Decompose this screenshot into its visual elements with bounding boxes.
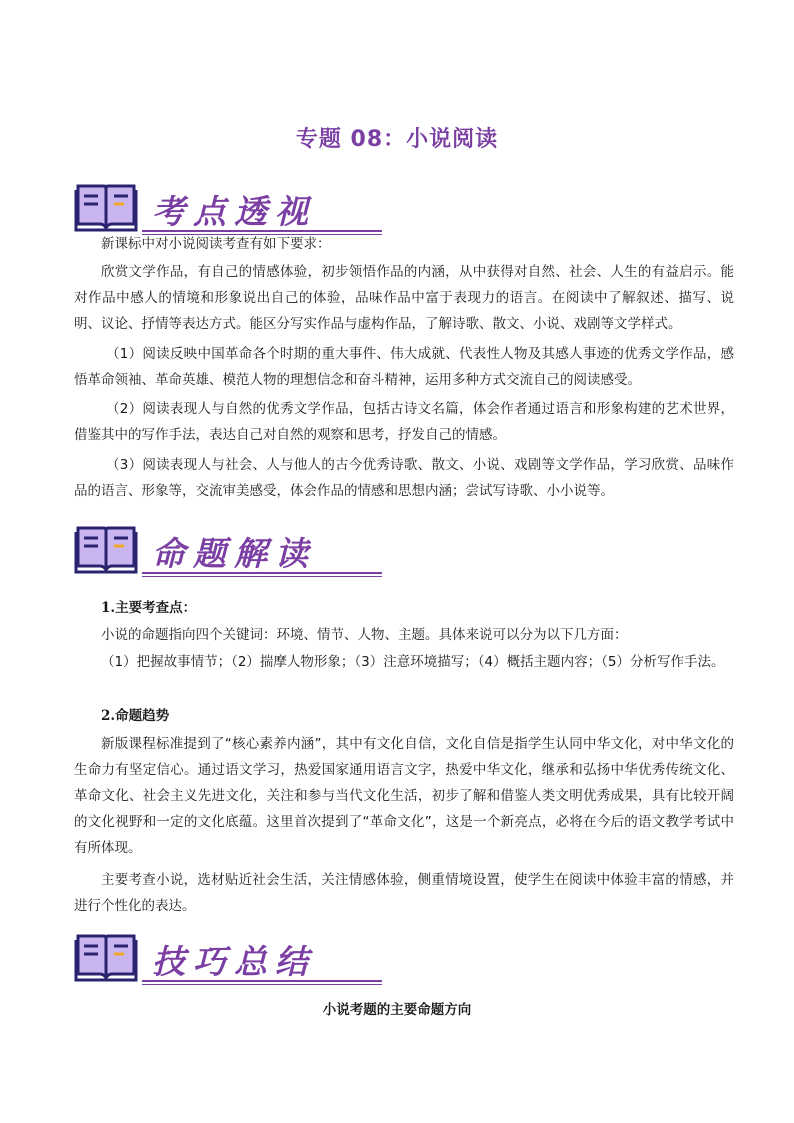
section-header-mingti [74, 522, 334, 582]
section-underline [142, 980, 382, 982]
section-underline [142, 572, 382, 574]
page-title: 专题 08：小说阅读 [295, 127, 499, 152]
mingti-paragraph: 小说的命题指向四个关键词：环境、情节、人物、主题。具体来说可以分为以下几方面： [101, 627, 628, 643]
kaodian-paragraph: （2）阅读表现人与自然的优秀文学作品，包括古诗文名篇，体会作者通过语言和形象构建的艺术世界，借鉴其中的写作手法，表达自己对自然的观察和思考，抒发自己的情感。 [74, 401, 734, 443]
kaodian-paragraph: （1）阅读反映中国革命各个时期的重大事件、伟大成就、代表性人物及其感人事迹的优秀文学作品，感悟革命领袖、革命英雄、模范人物的理想信念和奋斗精神，运用多种方式交流自己的阅读感受。 [74, 346, 734, 388]
book-icon [74, 522, 138, 574]
mingti-paragraph: 主要考查小说，选材贴近社会生活，关注情感体验，侧重情境设置，使学生在阅读中体验丰富的情感，并进行个性化的表达。 [74, 872, 734, 914]
book-icon [74, 930, 138, 982]
section-header-jiqiao [74, 930, 334, 990]
section-title: 考点透视 [152, 192, 316, 231]
kaodian-intro: 新课标中对小说阅读考查有如下要求： [101, 236, 331, 252]
mingti-paragraph: （1）把握故事情节；（2）揣摩人物形象；（3）注意环境描写；（4）概括主题内容；（5）分析写作手法。 [101, 654, 725, 670]
jiqiao-caption: 小说考题的主要命题方向 [322, 1002, 472, 1018]
mingti-heading: 1.主要考查点： [101, 600, 197, 616]
kaodian-paragraph: 欣赏文学作品，有自己的情感体验，初步领悟作品的内涵，从中获得对自然、社会、人生的有益启示。能对作品中感人的情境和形象说出自己的体验，品味作品中富于表现力的语言。在阅读中了解叙述、描写、说明、议论、抒情等表达方式。能区分写实作品与虚构作品，了解诗歌、散文、小说、戏剧等文学样式。 [74, 264, 734, 332]
kaodian-paragraph: （3）阅读表现人与社会、人与他人的古今优秀诗歌、散文、小说、戏剧等文学作品，学习欣赏、品味作品的语言、形象等，交流审美感受，体会作品的情感和思想内涵；尝试写诗歌、小小说等。 [74, 457, 734, 499]
mingti-paragraph: 新版课程标准提到了“核心素养内涵”，其中有文化自信，文化自信是指学生认同中华文化，对中华文化的生命力有坚定信心。通过语文学习，热爱国家通用语言文字，热爱中华文化，继承和弘扬中华优秀传统文化、革命文化、社会主义先进文化，关注和参与当代文化生活，初步了解和借鉴人类文明优秀成果，具有比较开阔的文化视野和一定的文化底蕴。这里首次提到了“革命文化”，这是一个新亮点，必将在今后的语文教学考试中有所体现。 [74, 736, 734, 856]
mingti-heading: 2.命题趋势 [101, 708, 170, 724]
section-title: 命题解读 [152, 534, 316, 573]
book-icon [74, 180, 138, 232]
section-title: 技巧总结 [152, 942, 316, 981]
